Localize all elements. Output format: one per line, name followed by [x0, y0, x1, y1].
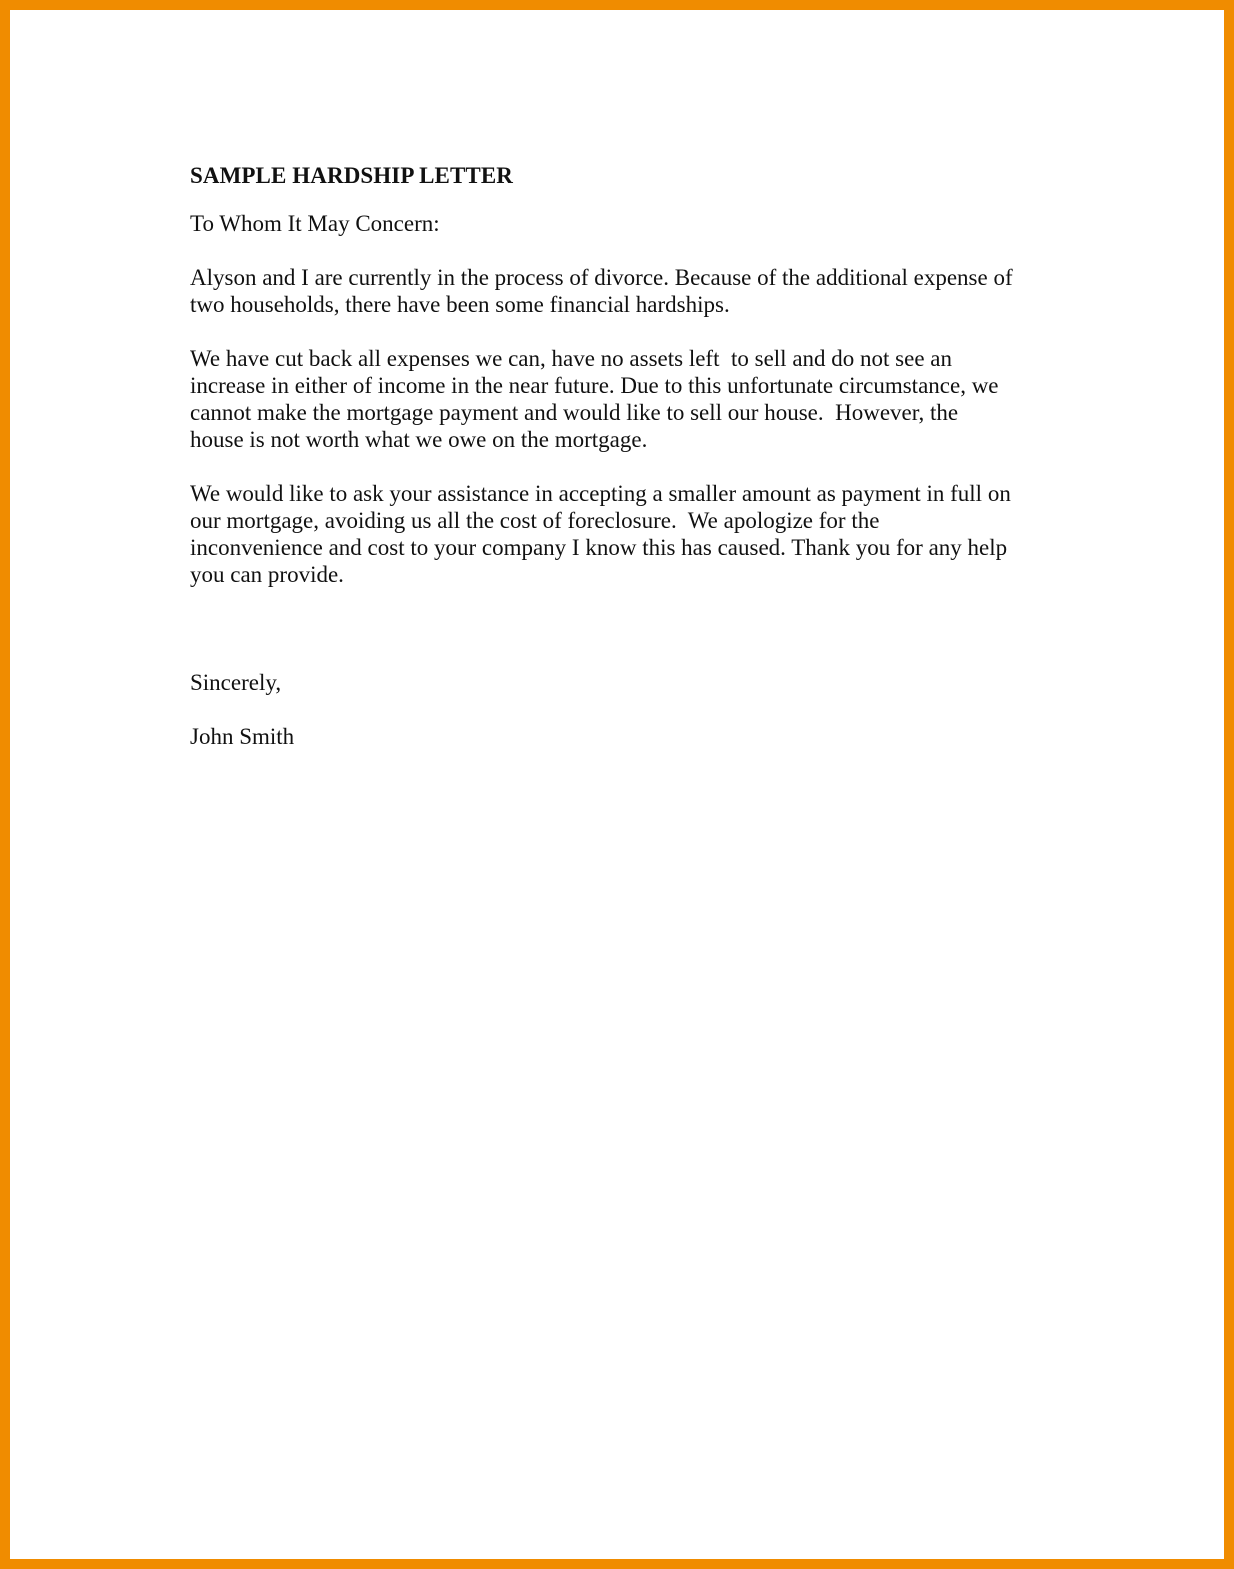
letter-salutation: To Whom It May Concern:	[190, 211, 440, 236]
paragraph-line: you can provide.	[190, 562, 344, 587]
paragraph-line: We would like to ask your assistance in accepting a smaller amount as payment in full on	[190, 481, 1011, 506]
paragraph-2	[190, 345, 1050, 453]
paragraph-line: We have cut back all expenses we can, have no assets left to sell and do not see an	[190, 346, 952, 371]
paragraph-1	[190, 264, 1050, 318]
paragraph-line: cannot make the mortgage payment and would like to sell our house. However, the	[190, 400, 959, 425]
paragraph-line: house is not worth what we owe on the mortgage.	[190, 427, 648, 452]
paragraph-line: two households, there have been some financial hardships.	[190, 292, 730, 317]
letter-title: SAMPLE HARDSHIP LETTER	[190, 163, 513, 188]
paragraph-line: inconvenience and cost to your company I know this has caused. Thank you for any help	[190, 535, 1008, 560]
paragraph-line: increase in either of income in the near future. Due to this unfortunate circumstance, we	[190, 373, 999, 398]
paragraph-line: Alyson and I are currently in the process of divorce. Because of the additional expense of	[190, 265, 1013, 290]
paragraph-3	[190, 480, 1050, 588]
paragraph-line: our mortgage, avoiding us all the cost of foreclosure. We apologize for the	[190, 508, 880, 533]
letter-signature: John Smith	[190, 724, 295, 749]
letter-closing: Sincerely,	[190, 670, 282, 695]
letter-body	[190, 156, 1050, 750]
